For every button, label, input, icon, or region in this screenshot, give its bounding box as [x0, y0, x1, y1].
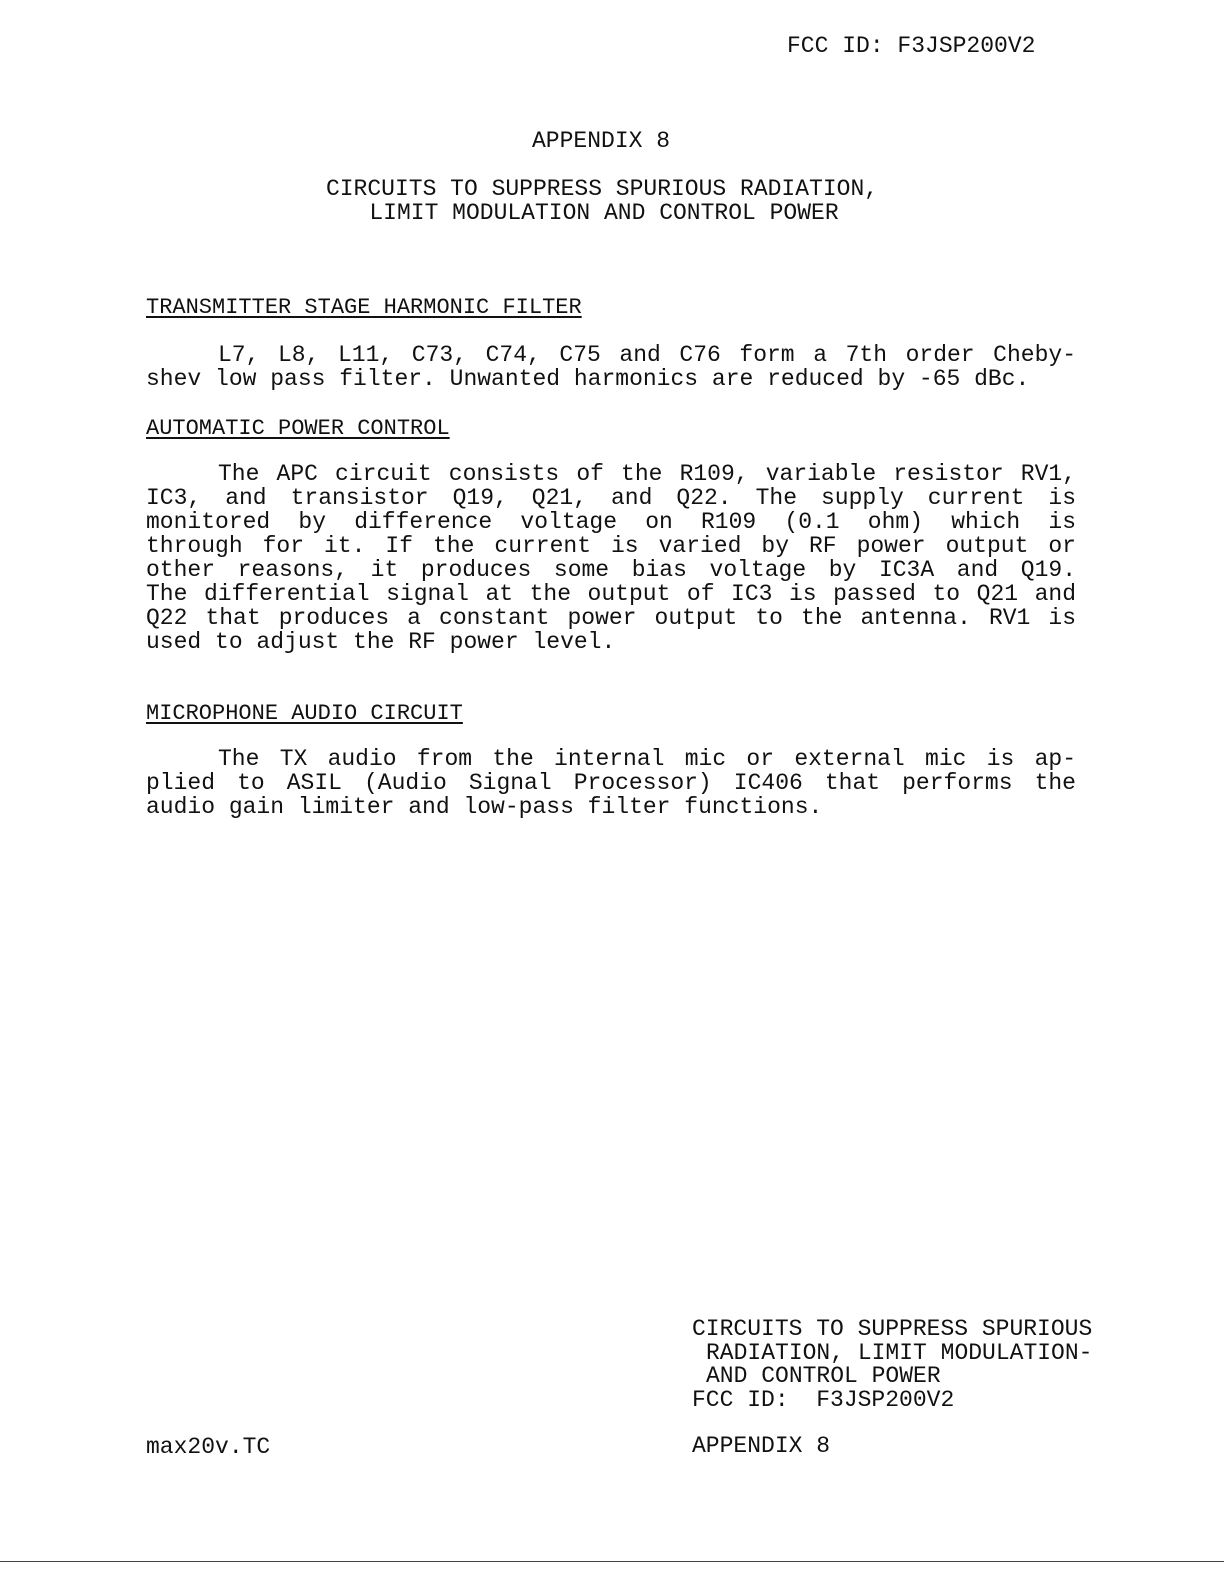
footer-title-line: RADIATION, LIMIT MODULATION- [706, 1339, 1093, 1366]
document-title-line-1: CIRCUITS TO SUPPRESS SPURIOUS RADIATION, [325, 176, 879, 202]
header-fcc-id: FCC ID: F3JSP200V2 [787, 33, 1036, 59]
appendix-title: APPENDIX 8 [532, 128, 671, 154]
paragraph-line: used to adjust the RF power level. [146, 629, 616, 655]
section-heading-harmonic-filter: TRANSMITTER STAGE HARMONIC FILTER [146, 295, 582, 320]
section-heading-power-control: AUTOMATIC POWER CONTROL [146, 416, 450, 441]
paragraph-line: Q22 that produces a constant power output to the antenna. RV1 is [146, 605, 1076, 631]
section-heading-microphone-audio: MICROPHONE AUDIO CIRCUIT [146, 701, 463, 726]
paragraph-line: shev low pass filter. Unwanted harmonics are reduced by -65 dBc. [146, 366, 1030, 392]
footer-filename: max20v.TC [146, 1434, 271, 1460]
paragraph-line: plied to ASIL (Audio Signal Processor) IC406 that performs the [146, 770, 1076, 796]
paragraph-line: The TX audio from the internal mic or external mic is ap- [218, 746, 1076, 772]
paragraph-line: audio gain limiter and low-pass filter functions. [146, 794, 823, 820]
paragraph-line: L7, L8, L11, C73, C74, C75 and C76 form a 7th order Cheby- [218, 342, 1076, 368]
footer-title-block [692, 1318, 1092, 1412]
bottom-rule [0, 1561, 1224, 1562]
paragraph-harmonic-filter [146, 343, 1076, 391]
paragraph-microphone-audio [146, 747, 1076, 819]
paragraph-line: through for it. If the current is varied by RF power output or [146, 533, 1076, 559]
footer-fcc-id: FCC ID: F3JSP200V2 [692, 1386, 955, 1413]
paragraph-line: other reasons, it produces some bias voltage by IC3A and Q19. [146, 557, 1076, 583]
paragraph-line: monitored by difference voltage on R109 (0.1 ohm) which is [146, 509, 1076, 535]
document-title-line-2: LIMIT MODULATION AND CONTROL POWER [369, 200, 839, 226]
footer-title-line: CIRCUITS TO SUPPRESS SPURIOUS [692, 1316, 1093, 1342]
footer-appendix: APPENDIX 8 [692, 1433, 831, 1459]
paragraph-line: The differential signal at the output of IC3 is passed to Q21 and [146, 581, 1076, 607]
paragraph-line: IC3, and transistor Q19, Q21, and Q22. The supply current is [146, 485, 1076, 511]
paragraph-power-control [146, 462, 1076, 654]
footer-title-line: AND CONTROL POWER [706, 1363, 941, 1389]
paragraph-line: The APC circuit consists of the R109, variable resistor RV1, [218, 461, 1076, 487]
